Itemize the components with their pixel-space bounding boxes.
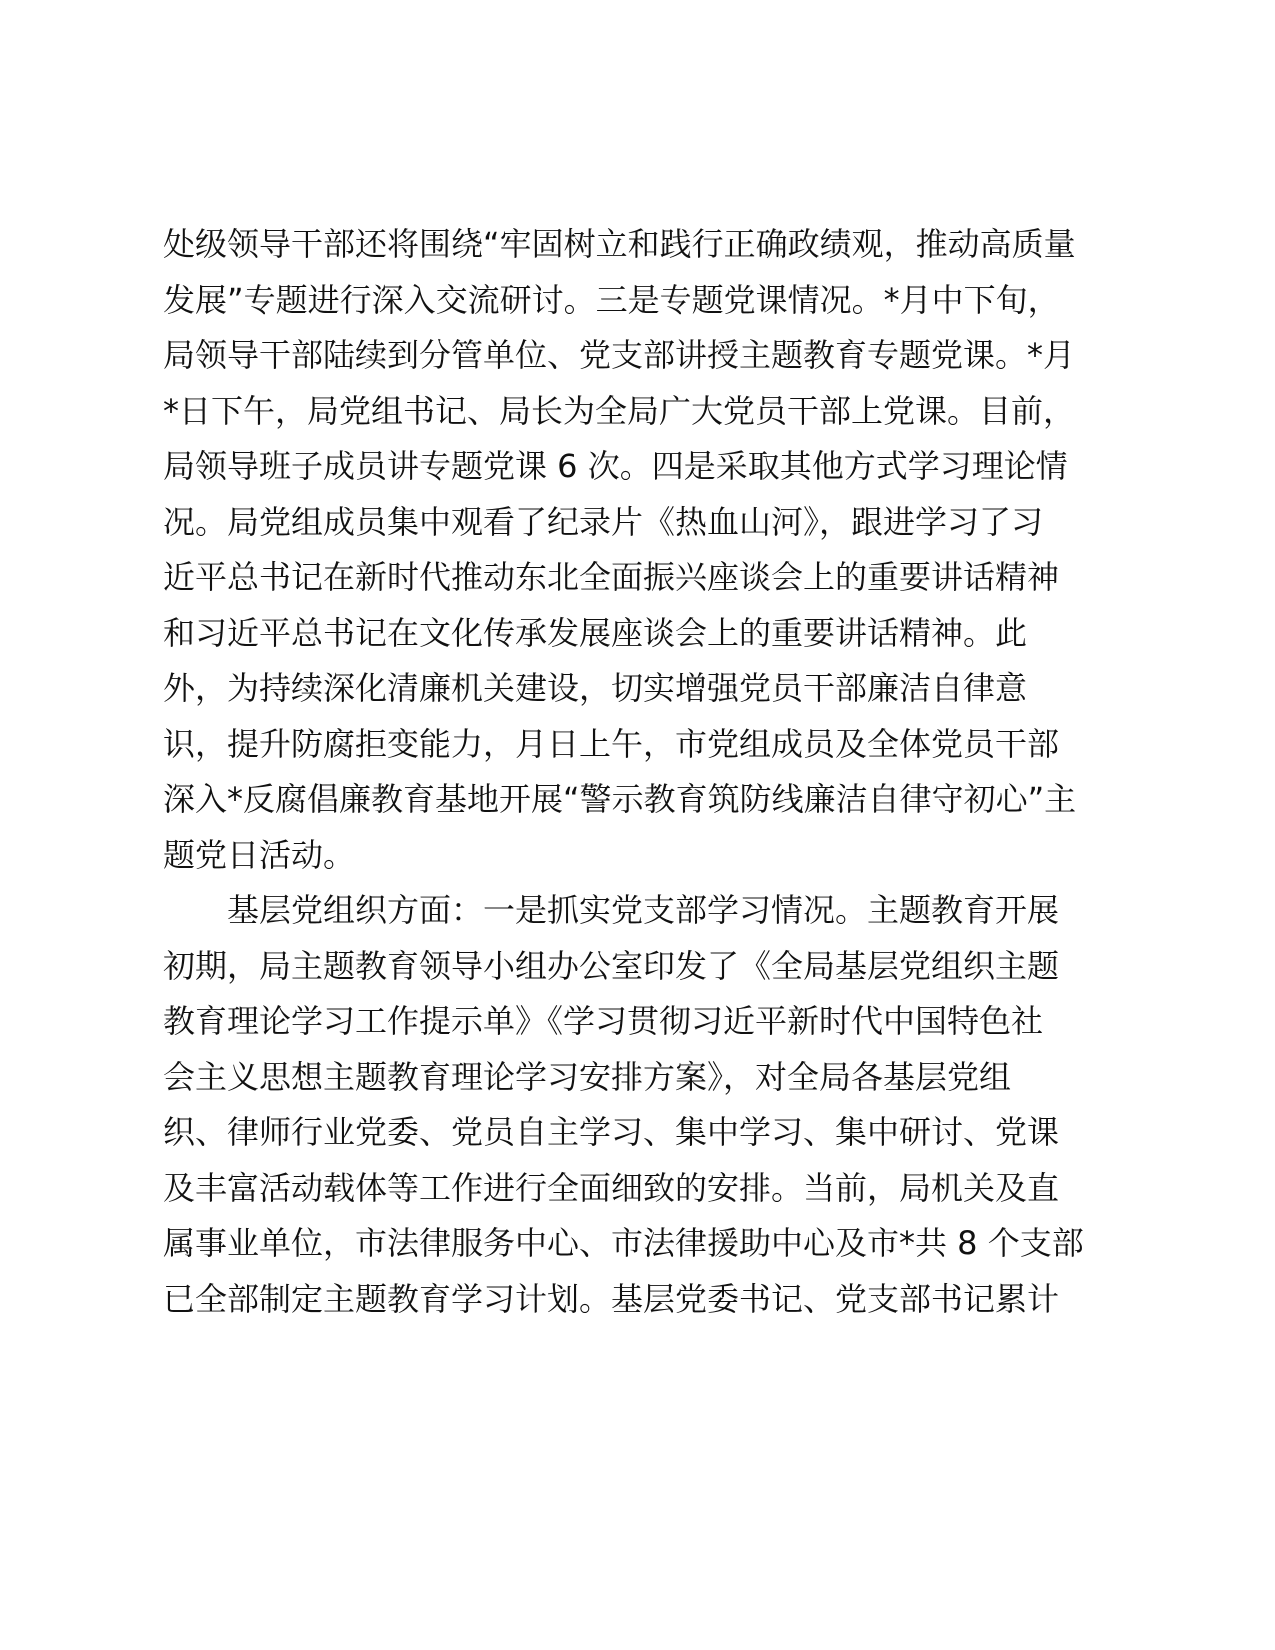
text-line-16: 会主义思想主题教育理论学习安排方案》，对全局各基层党组 — [163, 1057, 1012, 1096]
text-line-9: 外，为持续深化清廉机关建设，切实增强党员干部廉洁自律意 — [163, 669, 1028, 707]
text-line-4: *日下午，局党组书记、局长为全局广大党员干部上党课。目前， — [163, 391, 1076, 430]
text-line-13: 基层党组织方面：一是抓实党支部学习情况。主题教育开展 — [227, 891, 1060, 929]
text-line-12: 题党日活动。 — [163, 835, 356, 874]
text-line-19: 属事业单位，市法律服务中心、市法律援助中心及市*共 8 个支部 — [163, 1224, 1084, 1262]
text-line-5: 局领导班子成员讲专题党课 6 次。四是采取其他方式学习理论情 — [163, 447, 1068, 485]
text-line-7: 近平总书记在新时代推动东北全面振兴座谈会上的重要讲话精神 — [163, 558, 1060, 596]
text-line-10: 识，提升防腐拒变能力，月日上午，市党组成员及全体党员干部 — [163, 724, 1060, 763]
text-line-20: 已全部制定主题教育学习计划。基层党委书记、党支部书记累计 — [163, 1279, 1060, 1318]
text-line-2: 发展”专题进行深入交流研讨。三是专题党课情况。*月中下旬， — [163, 280, 1060, 319]
text-line-1: 处级领导干部还将围绕“牢固树立和践行正确政绩观，推动高质量 — [163, 225, 1076, 263]
text-line-18: 及丰富活动载体等工作进行全面细致的安排。当前，局机关及直 — [163, 1168, 1060, 1207]
text-line-15: 教育理论学习工作提示单》《学习贯彻习近平新时代中国特色社 — [163, 1002, 1044, 1040]
text-line-11: 深入*反腐倡廉教育基地开展“警示教育筑防线廉洁自律守初心”主 — [163, 780, 1077, 818]
document-body — [163, 217, 1123, 1327]
text-line-17: 织、律师行业党委、党员自主学习、集中学习、集中研讨、党课 — [163, 1113, 1060, 1151]
text-line-6: 况。局党组成员集中观看了纪录片《热血山河》，跟进学习了习 — [163, 502, 1044, 541]
text-line-8: 和习近平总书记在文化传承发展座谈会上的重要讲话精神。此 — [163, 613, 1028, 652]
text-line-14: 初期，局主题教育领导小组办公室印发了《全局基层党组织主题 — [163, 946, 1060, 985]
text-line-3: 局领导干部陆续到分管单位、党支部讲授主题教育专题党课。*月 — [163, 336, 1076, 374]
